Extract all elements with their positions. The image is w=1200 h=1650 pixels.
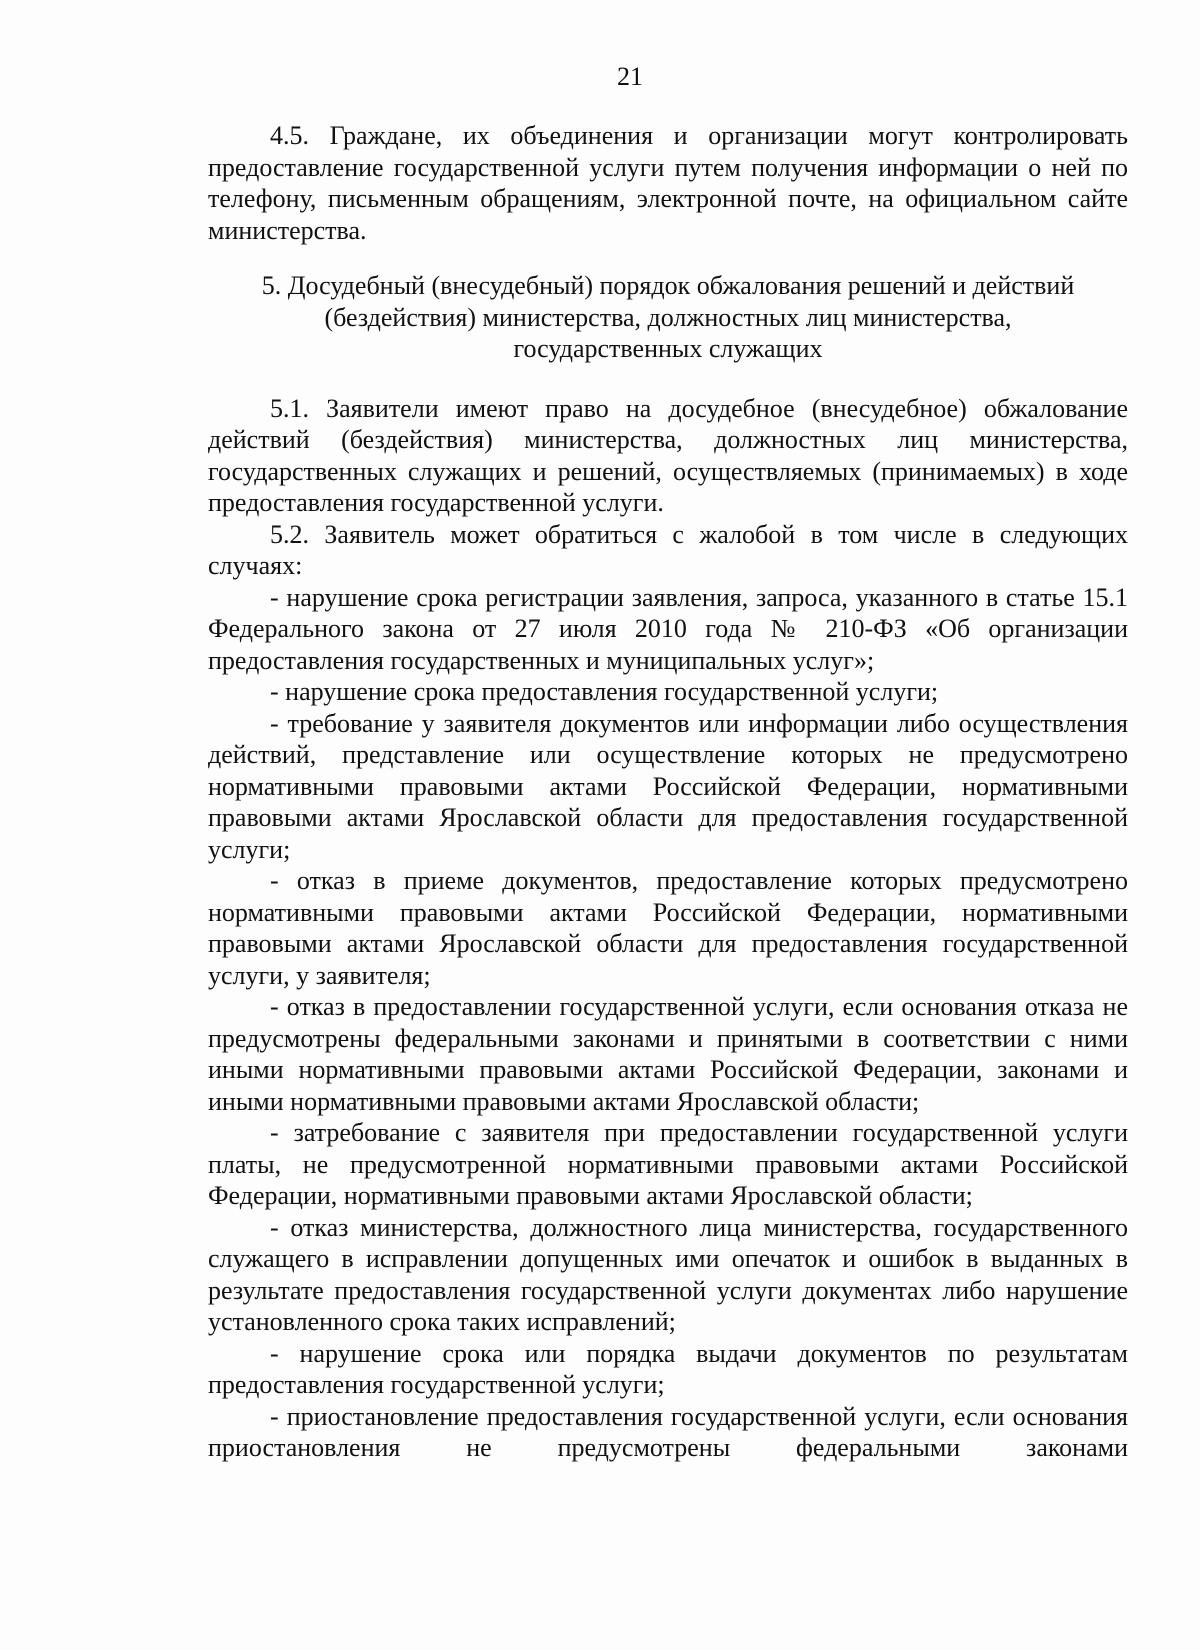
section-title-line: (бездействия) министерства, должностных лиц министерства,	[324, 302, 1012, 332]
list-item: - отказ в предоставлении государственной услуги, если основания отказа не предусмотрены федеральными законами и принятыми в соответствии с ними иными нормативными правовыми актами Российской Федерации, законами и иными нормативными правовыми актами Ярославской области;	[208, 992, 1128, 1116]
paragraph-4-5: 4.5. Граждане, их объединения и организации могут контролировать предоставление государственной услуги путем получения информации о ней по телефону, письменным обращениям, электронной почте, на официальном сайте министерства.	[208, 121, 1128, 245]
list-item: - приостановление предоставления государственной услуги, если основания приостановления не предусмотрены федеральными законами	[208, 1401, 1128, 1462]
list-item: - отказ министерства, должностного лица министерства, государственного служащего в исправлении допущенных ими опечаток и ошибок в выданных в результате предоставления государственной услуги документах либо нарушение установленного срока таких исправлений;	[208, 1212, 1128, 1336]
document-body	[208, 120, 1128, 1464]
list-item: - затребование с заявителя при предоставлении государственной услуги платы, не предусмотренной нормативными правовыми актами Российской Федерации, нормативными правовыми актами Ярославской области;	[208, 1118, 1128, 1210]
section-title-line: 5. Досудебный (внесудебный) порядок обжалования решений и действий	[261, 271, 1075, 300]
paragraph-5-2: 5.2. Заявитель может обратиться с жалобой в том числе в следующих случаях:	[208, 519, 1128, 580]
list-item: - нарушение срока или порядка выдачи документов по результатам предоставления государственной услуги;	[208, 1338, 1128, 1399]
section-title-line: государственных служащих	[513, 334, 823, 363]
list-item: - нарушение срока регистрации заявления, запроса, указанного в статье 15.1 Федерального закона от 27 июля 2010 года № 210-ФЗ «Об организации предоставления государственных и муниципальных услуг»;	[208, 582, 1128, 675]
list-item: - отказ в приеме документов, предоставление которых предусмотрено нормативными правовыми актами Российской Федерации, нормативными правовыми актами Ярославской области для предоставления государственной услуги, у заявителя;	[208, 866, 1128, 990]
section-5-heading	[208, 270, 1128, 365]
list-item: - нарушение срока предоставления государственной услуги;	[270, 677, 939, 706]
paragraph-5-1: 5.1. Заявители имеют право на досудебное (внесудебное) обжалование действий (бездействия) министерства, должностных лиц министерства, государственных служащих и решений, осуществляемых (принимаемых) в ходе предоставления государственной услуги.	[208, 393, 1128, 517]
page-number: 21	[617, 62, 643, 91]
list-item: - требование у заявителя документов или информации либо осуществления действий, представление или осуществление которых не предусмотрено нормативными правовыми актами Российской Федерации, нормативными правовыми актами Ярославской области для предоставления государственной услуги;	[208, 708, 1128, 864]
